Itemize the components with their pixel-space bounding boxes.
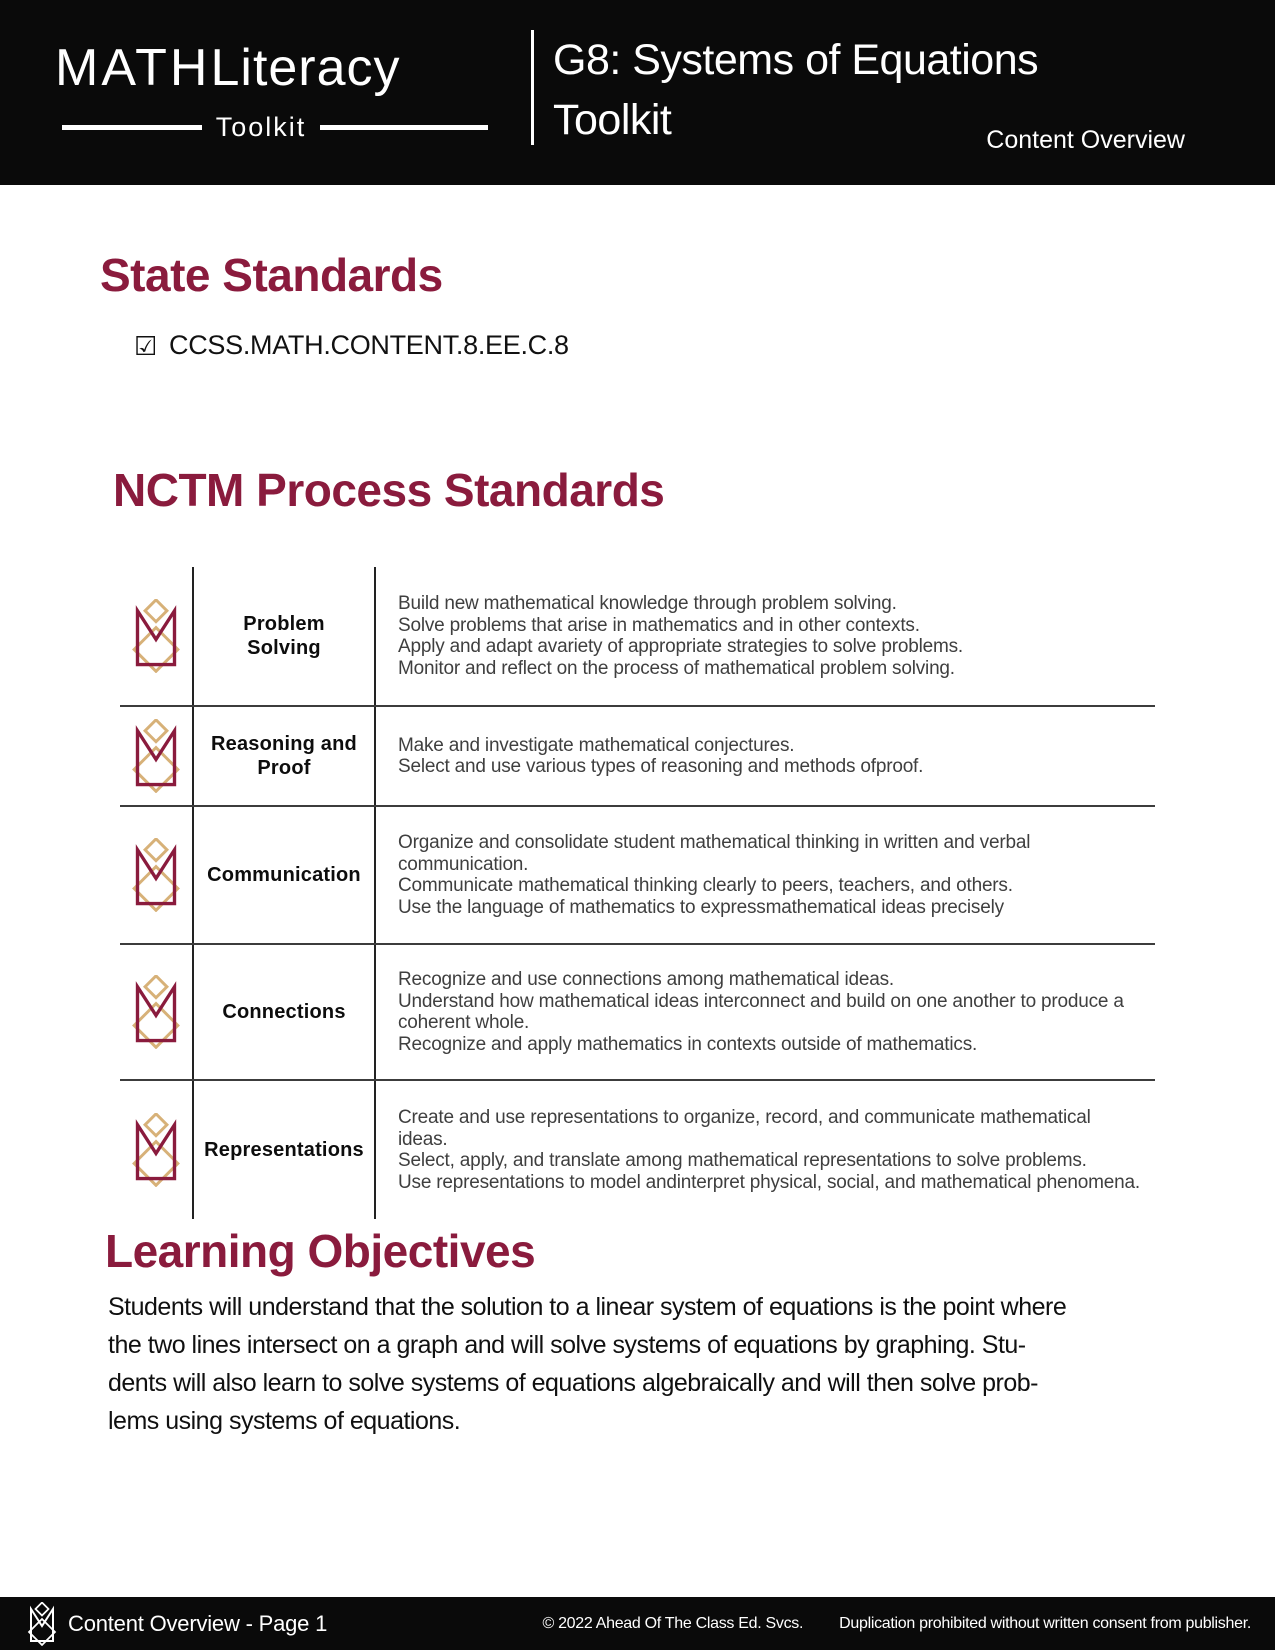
standard-description [374,567,1155,705]
paragraph-line: dents will also learn to solve systems of equations algebraically and will then solve prob- [108,1369,1039,1397]
logo-math-text: MATH [55,39,211,97]
footer-page-label: Content Overview - Page 1 [68,1610,328,1636]
row-icon-cell [120,707,192,805]
description-line: Build new mathematical knowledge through problem solving. [398,593,897,614]
standard-description [374,1081,1155,1219]
header-divider-bar [531,30,534,145]
logo-toolkit-text: Toolkit [215,112,307,142]
math-literacy-monogram-icon [129,599,183,673]
description-line: Select, apply, and translate among mathematical representations to solve problems. [398,1150,1087,1171]
row-icon-cell [120,945,192,1079]
document-title-line2: Toolkit [553,96,672,144]
document-title [553,30,1038,150]
standard-label: Reasoning and Proof [192,707,374,805]
row-icon-cell [120,1081,192,1219]
description-line: Use representations to model andinterpret physical, social, and mathematical phenomena. [398,1171,1140,1193]
footer-right [542,1615,1251,1633]
paragraph-line: lems using systems of equations. [108,1407,461,1435]
row-icon-cell [120,807,192,943]
standard-description [374,945,1155,1079]
nctm-heading: NCTM Process Standards [113,464,665,516]
logo-rule-right [320,125,488,130]
logo-toolkit-row [55,112,495,143]
description-line: Recognize and apply mathematics in contexts outside of mathematics. [398,1033,978,1055]
footer-left [26,1602,327,1646]
state-standards-heading: State Standards [100,249,443,301]
description-line: Apply and adapt avariety of appropriate strategies to solve problems. [398,636,963,657]
page-header [0,0,1275,185]
description-line: Communicate mathematical thinking clearly to peers, teachers, and others. [398,875,1013,896]
page-footer [0,1597,1275,1650]
standard-label: Representations [192,1081,374,1219]
table-row [120,805,1155,943]
nctm-standards-table [120,567,1155,1219]
header-subtitle: Content Overview [986,126,1185,154]
logo-literacy-text: Literacy [210,39,401,97]
description-line: Create and use representations to organize, record, and communicate mathematical ideas. [398,1107,1091,1150]
learning-objectives-paragraph [108,1288,1183,1440]
state-standard-item [134,330,569,361]
logo-rule-left [62,125,202,130]
description-line: Monitor and reflect on the process of mathematical problem solving. [398,657,955,679]
standard-description [374,707,1155,805]
math-literacy-monogram-icon-white [26,1602,58,1646]
math-literacy-monogram-icon [129,975,183,1049]
standard-label: Problem Solving [192,567,374,705]
table-row [120,943,1155,1079]
math-literacy-monogram-icon [129,838,183,912]
math-literacy-logo [55,38,495,143]
description-line: Recognize and use connections among mathematical ideas. [398,969,894,990]
description-line: Select and use various types of reasoning and methods ofproof. [398,756,924,777]
document-title-line1: G8: Systems of Equations [553,36,1039,84]
standard-label: Communication [192,807,374,943]
description-line: Use the language of mathematics to expressmathematical ideas precisely [398,896,1004,918]
table-row [120,567,1155,705]
paragraph-line: Students will understand that the solution to a linear system of equations is the point where [108,1293,1067,1321]
standard-label: Connections [192,945,374,1079]
table-row [120,1079,1155,1219]
footer-duplication-notice: Duplication prohibited without written consent from publisher. [839,1614,1251,1632]
math-literacy-monogram-icon [129,1113,183,1187]
checked-checkbox-icon: ☑ [134,330,158,361]
description-line: Understand how mathematical ideas interconnect and build on one another to produce a coherent whole. [398,990,1124,1033]
row-icon-cell [120,567,192,705]
state-standard-code: CCSS.MATH.CONTENT.8.EE.C.8 [169,330,569,360]
description-line: Solve problems that arise in mathematics and in other contexts. [398,614,920,636]
table-row [120,705,1155,805]
description-line: Make and investigate mathematical conjectures. [398,734,795,756]
paragraph-line: the two lines intersect on a graph and will solve systems of equations by graphing. Stu- [108,1331,1026,1359]
learning-objectives-heading: Learning Objectives [105,1225,536,1277]
math-literacy-monogram-icon [129,719,183,793]
footer-copyright: © 2022 Ahead Of The Class Ed. Svcs. [542,1614,804,1632]
description-line: Organize and consolidate student mathematical thinking in written and verbal communication. [398,832,1031,875]
logo-wordmark [55,38,495,98]
standard-description [374,807,1155,943]
